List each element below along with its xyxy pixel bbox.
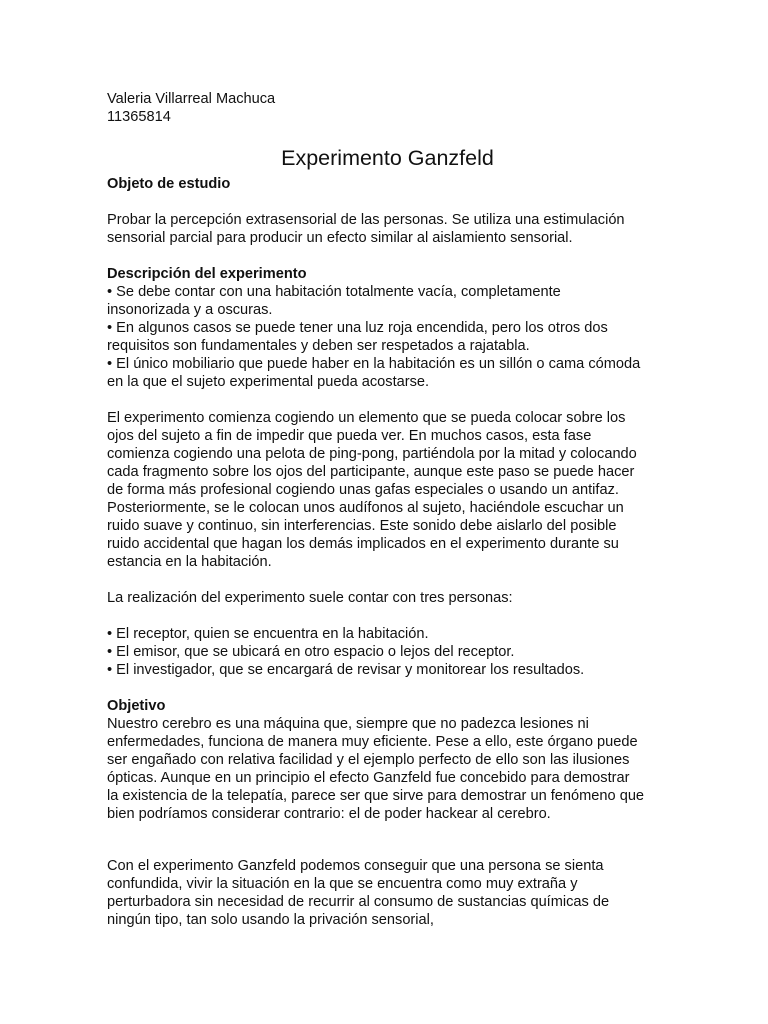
objeto-paragraph (107, 211, 667, 247)
text-line: cada fragmento sobre los ojos del participante, aunque este paso se puede hacer (107, 464, 635, 480)
text-line: confundida, vivir la situación en la que se encuentra como muy extraña y (107, 876, 578, 892)
text-line: Nuestro cerebro es una máquina que, siempre que no padezca lesiones ni (107, 716, 589, 732)
list-item: • El emisor, que se ubicará en otro espacio o lejos del receptor. (107, 644, 515, 660)
realizacion-intro: La realización del experimento suele contar con tres personas: (107, 590, 513, 606)
experimento-paragraph (107, 409, 667, 571)
text-line: estancia en la habitación. (107, 554, 272, 570)
realizacion-list (107, 625, 667, 679)
descripcion-paragraph (107, 283, 667, 391)
text-line: enfermedades, funciona de manera muy eficiente. Pese a ello, este órgano puede (107, 734, 638, 750)
list-item: • El receptor, quien se encuentra en la habitación. (107, 626, 429, 642)
text-line: ningún tipo, tan solo usando la privación sensorial, (107, 912, 434, 928)
text-line: El experimento comienza cogiendo un elemento que se pueda colocar sobre los (107, 410, 626, 426)
text-line: de forma más profesional cogiendo unas gafas especiales o usando un antifaz. (107, 482, 619, 498)
text-line: Posteriormente, se le colocan unos audífonos al sujeto, haciéndole escuchar un (107, 500, 624, 516)
objetivo-paragraph (107, 715, 667, 823)
conclusion-paragraph (107, 857, 667, 929)
list-item: • El investigador, que se encargará de revisar y monitorear los resultados. (107, 662, 585, 678)
text-line: insonorizada y a oscuras. (107, 302, 273, 318)
document-page (107, 90, 667, 929)
text-line: requisitos son fundamentales y deben ser respetados a rajatabla. (107, 338, 530, 354)
text-line: Con el experimento Ganzfeld podemos conseguir que una persona se sienta (107, 858, 604, 874)
text-line: ser engañado con relativa facilidad y el ejemplo perfecto de ello son las ilusiones (107, 752, 630, 768)
author-id: 11365814 (107, 109, 171, 125)
text-line: perturbadora sin necesidad de recurrir al consumo de sustancias químicas de (107, 894, 610, 910)
text-line: bien podríamos considerar contrario: el de poder hackear al cerebro. (107, 806, 551, 822)
text-line: • En algunos casos se puede tener una luz roja encendida, pero los otros dos (107, 320, 608, 336)
text-line: • El único mobiliario que puede haber en la habitación es un sillón o cama cómoda (107, 356, 641, 372)
text-line: Probar la percepción extrasensorial de las personas. Se utiliza una estimulación (107, 212, 625, 228)
text-line: ruido accidental que hagan los demás implicados en el experimento durante su (107, 536, 619, 552)
author-name: Valeria Villarreal Machuca (107, 91, 276, 107)
text-line: ópticas. Aunque en un principio el efecto Ganzfeld fue concebido para demostrar (107, 770, 630, 786)
text-line: ruido suave y continuo, sin interferencias. Este sonido debe aislarlo del posible (107, 518, 617, 534)
heading-descripcion: Descripción del experimento (107, 266, 307, 282)
text-line: la existencia de la telepatía, parece ser que sirve para demostrar un fenómeno que (107, 788, 645, 804)
heading-objetivo: Objetivo (107, 698, 166, 714)
text-line: comienza cogiendo una pelota de ping-pong, partiéndola por la mitad y colocando (107, 446, 637, 462)
text-line: • Se debe contar con una habitación totalmente vacía, completamente (107, 284, 561, 300)
text-line: sensorial parcial para producir un efecto similar al aislamiento sensorial. (107, 230, 573, 246)
document-title: Experimento Ganzfeld (281, 146, 494, 170)
heading-objeto: Objeto de estudio (107, 176, 231, 192)
text-line: en la que el sujeto experimental pueda acostarse. (107, 374, 430, 390)
text-line: ojos del sujeto a fin de impedir que pueda ver. En muchos casos, esta fase (107, 428, 592, 444)
